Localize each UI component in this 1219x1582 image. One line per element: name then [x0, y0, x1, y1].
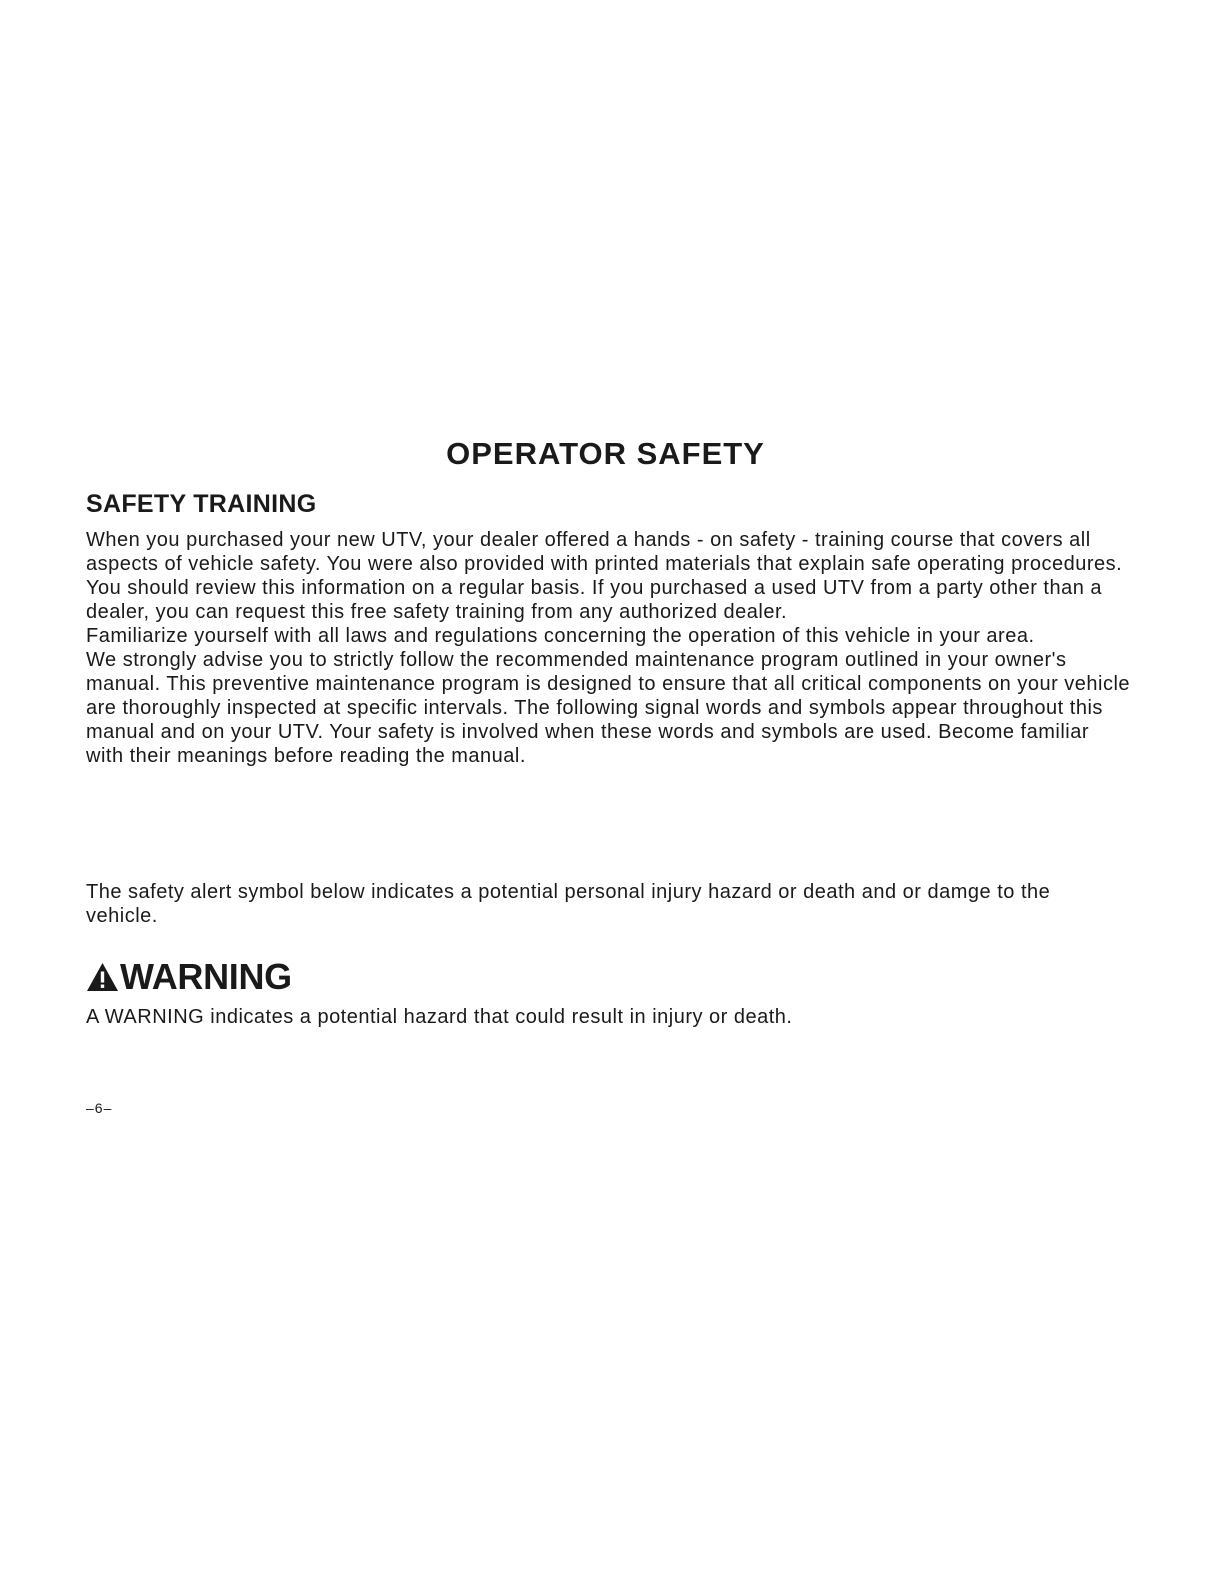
page-number: –6–	[86, 1100, 113, 1116]
paragraph-laws-regulations: Familiarize yourself with all laws and regulations concerning the operation of this vehicle in your area.	[86, 625, 1035, 647]
warning-label: WARNING	[120, 956, 292, 997]
paragraph-dealer-training: When you purchased your new UTV, your dealer offered a hands - on safety - training course that covers all aspects of vehicle safety. You were also provided with printed materials that explain safe operating procedures. You should review this information on a regular basis. If you purchased a used UTV from a party other than a dealer, you can request this free safety training from any authorized dealer.	[86, 529, 1123, 623]
warning-heading	[86, 956, 292, 998]
section-heading-safety-training: SAFETY TRAINING	[86, 490, 317, 518]
page-title: OPERATOR SAFETY	[446, 436, 765, 471]
paragraph-maintenance: We strongly advise you to strictly follow the recommended maintenance program outlined in your owner's manual. This preventive maintenance program is designed to ensure that all critical components on your vehicle are thoroughly inspected at specific intervals. The following signal words and symbols appear throughout this manual and on your UTV. Your safety is involved when these words and symbols are used. Become familiar with their meanings before reading the manual.	[86, 649, 1131, 767]
warning-description: A WARNING indicates a potential hazard that could result in injury or death.	[86, 1006, 793, 1028]
safety-training-text	[86, 528, 1131, 768]
safety-alert-intro: The safety alert symbol below indicates a potential personal injury hazard or death and or damge to the vehicle.	[86, 881, 1051, 927]
warning-triangle-icon	[86, 962, 119, 992]
